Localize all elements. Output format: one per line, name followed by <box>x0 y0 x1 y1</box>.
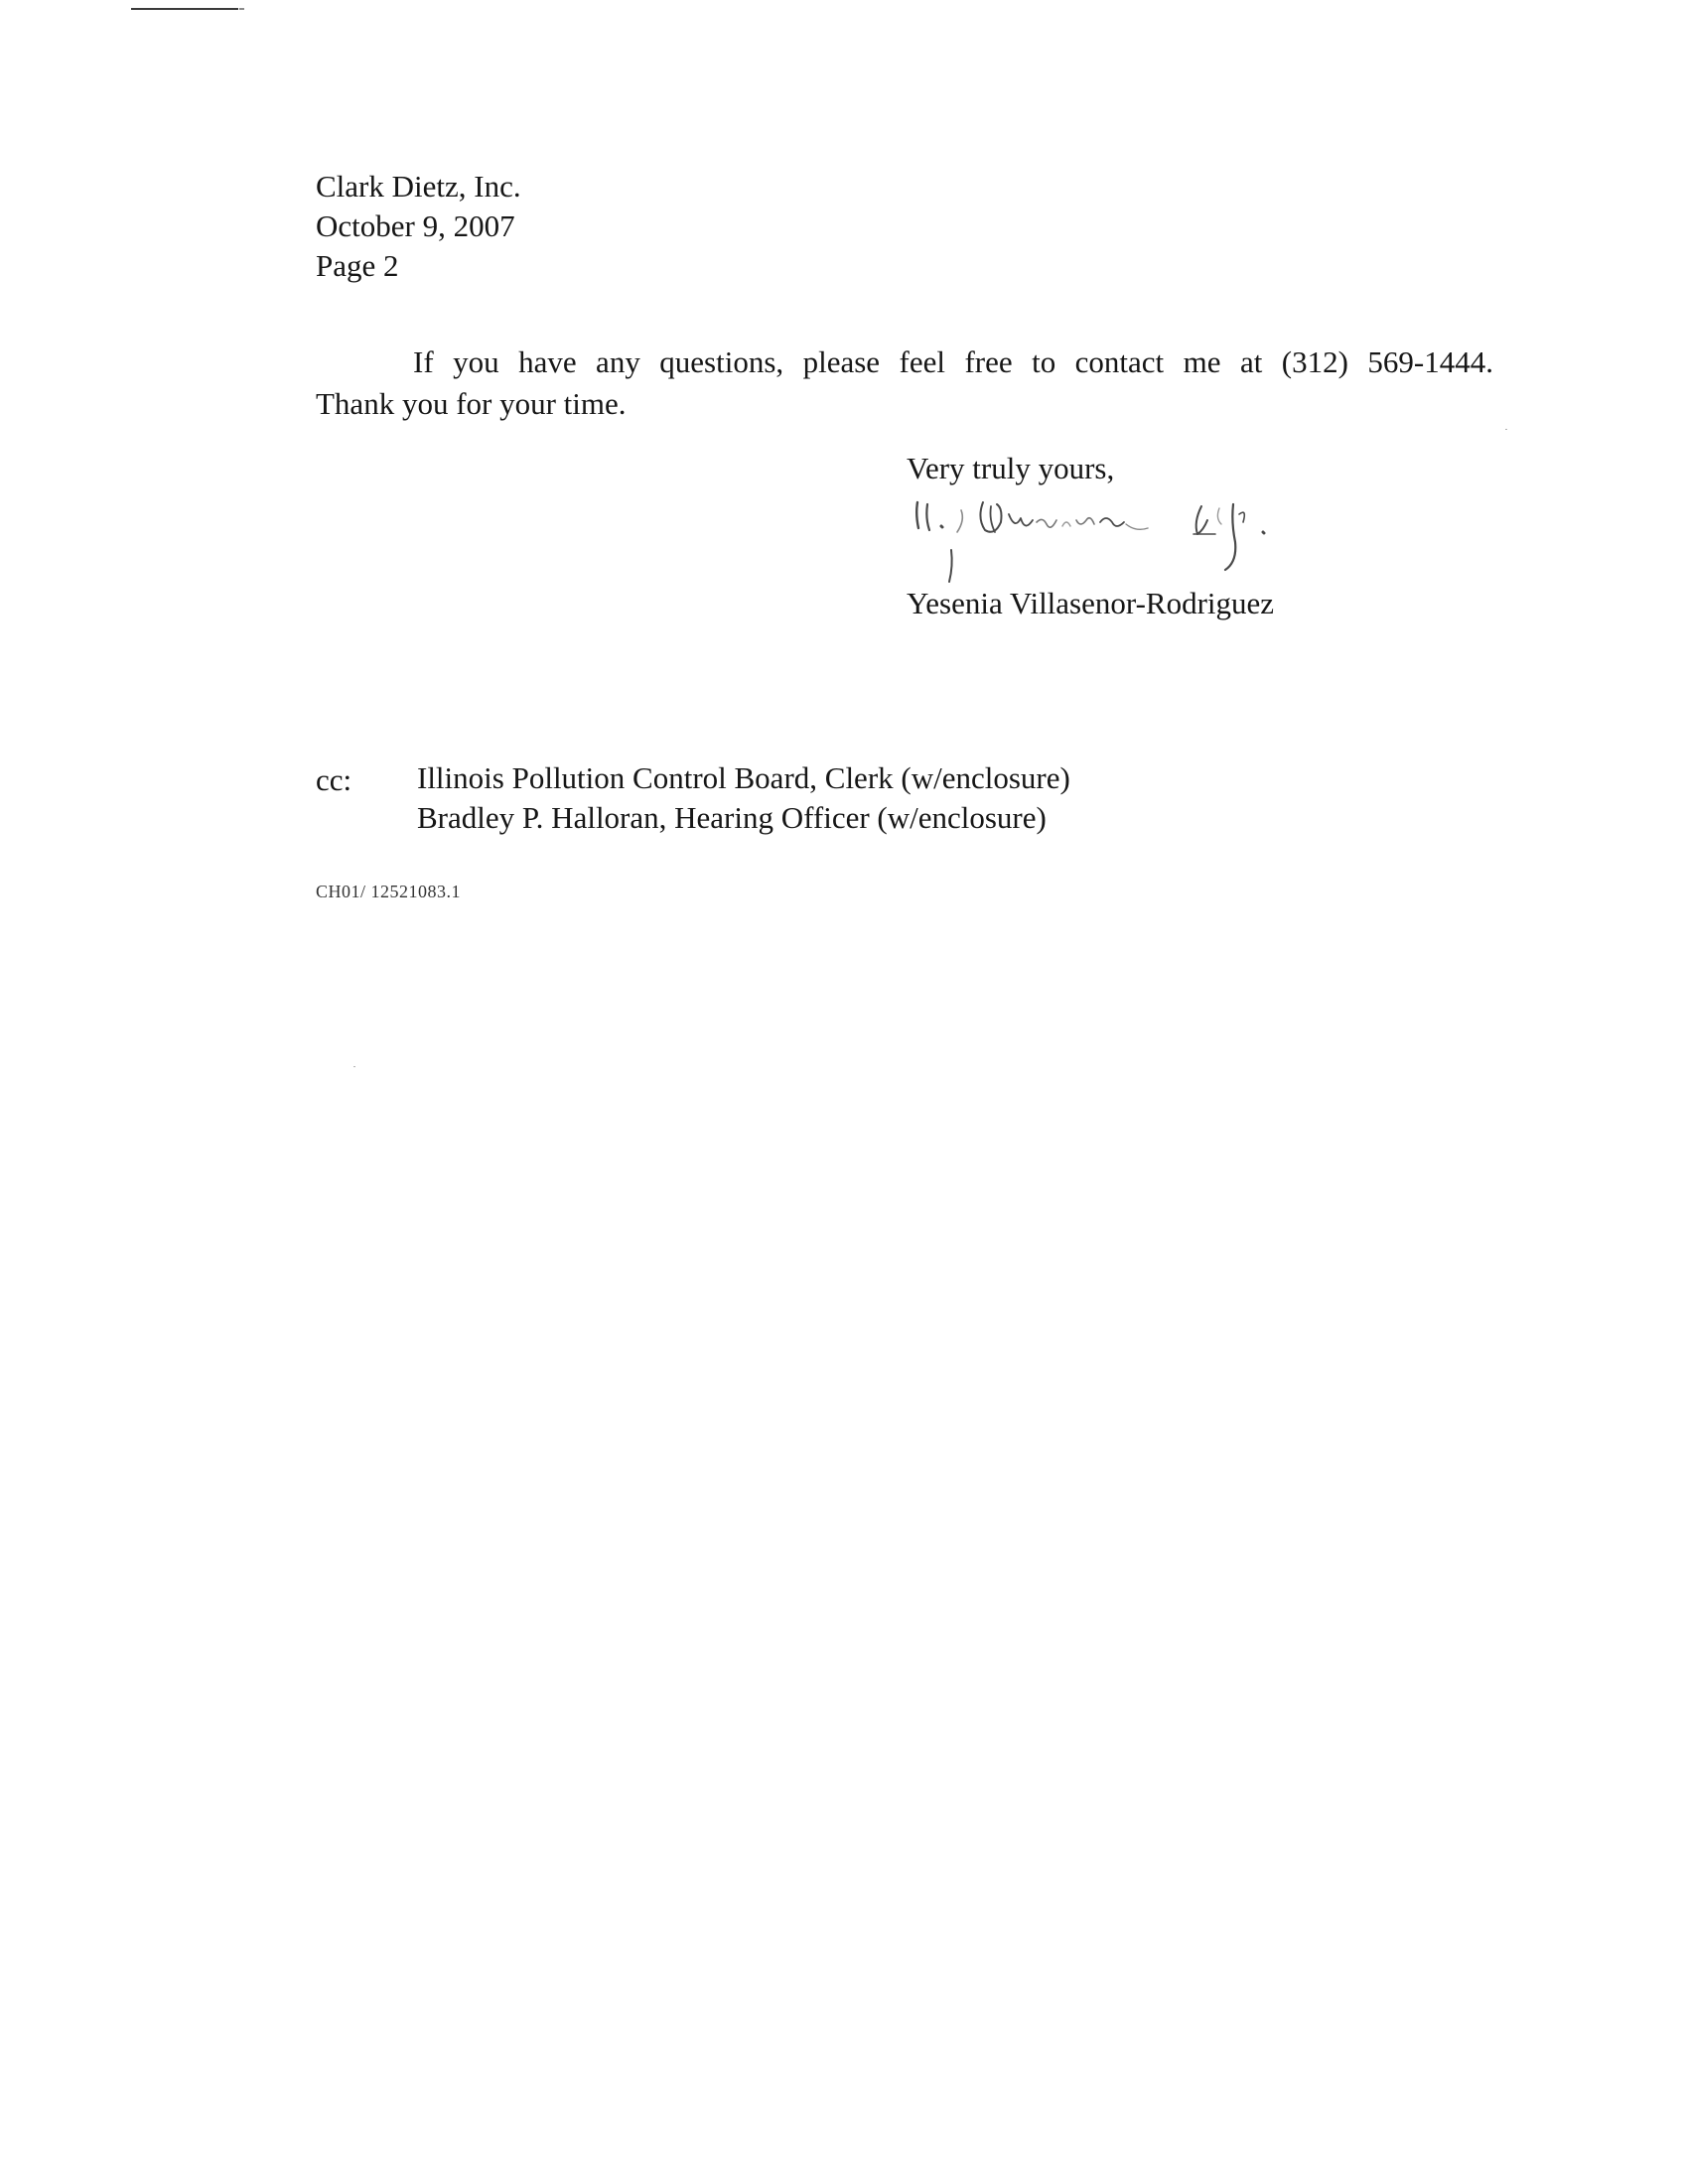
cc-recipient: Bradley P. Halloran, Hearing Officer (w/enclosure) <box>417 800 1047 835</box>
body-line: Thank you for your time. <box>316 386 627 421</box>
letter-date: October 9, 2007 <box>316 208 515 243</box>
body-line: If you have any questions, please feel free to contact me at (312) 569-1444. <box>413 344 1493 379</box>
cc-label: cc: <box>316 762 352 797</box>
page-number: Page 2 <box>316 248 399 283</box>
scan-speck <box>353 1066 355 1067</box>
signature-text: Y. Villasenor-Rodriguez <box>906 492 915 493</box>
document-identifier: CH01/ 12521083.1 <box>316 882 462 901</box>
handwritten-signature <box>906 492 1342 596</box>
scan-speck <box>1505 429 1507 430</box>
top-edge-mark <box>239 8 244 10</box>
complimentary-close: Very truly yours, <box>907 451 1115 485</box>
cc-recipient-list <box>417 758 1070 838</box>
signer-name: Yesenia Villasenor-Rodriguez <box>907 586 1275 620</box>
letter-header <box>316 167 521 286</box>
recipient-company: Clark Dietz, Inc. <box>316 169 521 204</box>
cc-recipient: Illinois Pollution Control Board, Clerk (w/enclosure) <box>417 760 1070 795</box>
body-paragraph <box>316 341 1493 425</box>
top-edge-rule <box>131 8 238 10</box>
